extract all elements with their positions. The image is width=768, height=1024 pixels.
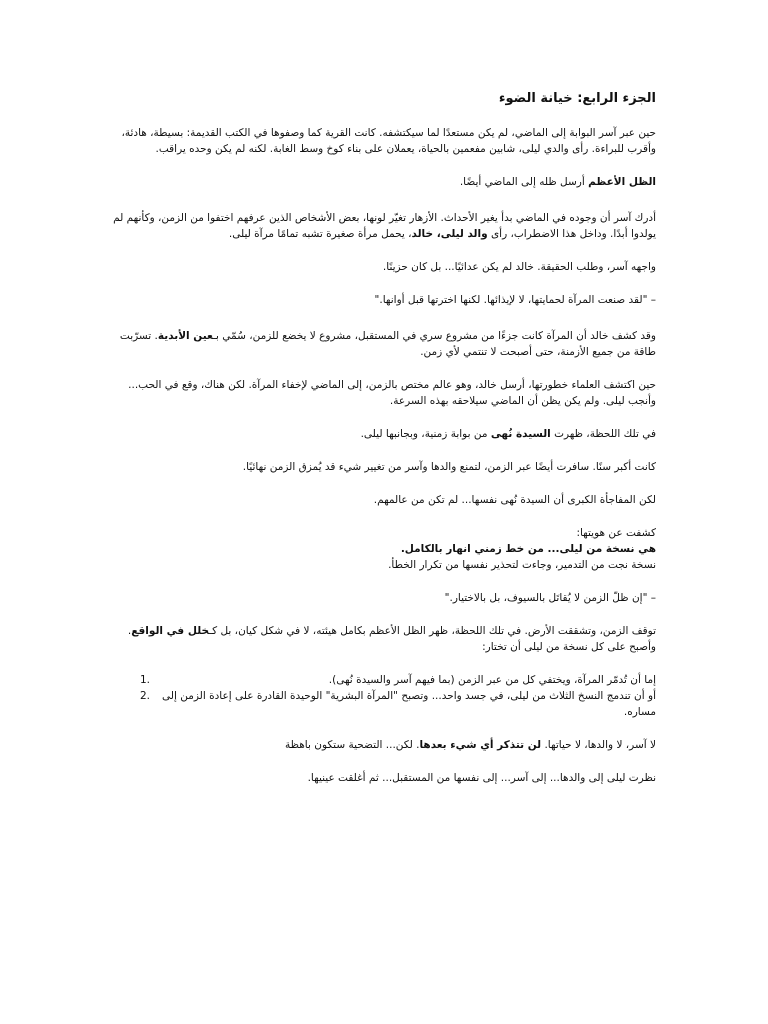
sacrifice-text-b: . لكن... التضحية ستكون باهظة bbox=[285, 739, 420, 751]
list-item bbox=[112, 672, 656, 688]
paragraph-time-stops bbox=[112, 623, 656, 655]
changes-text-b: ، يحمل مرأة صغيرة تشبه تمامًا مرآة ليلى. bbox=[228, 228, 412, 240]
identity-bold: هي نسخة من ليلى... من خط زمني انهار بالكامل. bbox=[400, 543, 656, 555]
time-stops-text-a: توقف الزمن، وتشققت الأرض. في تلك اللحظة، ظهر الظل الأعظم بكامل هيئته، لا في شكل كيان، بل كـ bbox=[209, 625, 656, 637]
paragraph-identity-line2 bbox=[112, 541, 656, 557]
list-item-text: أو أن تندمج النسخ الثلاث من ليلى، في جسد واحد... وتصبح "المرآة البشرية" الوحيدة القادرة على إعادة الزمن إلى مساره. bbox=[162, 690, 656, 718]
paragraph-intro: حين عبر آسر البوابة إلى الماضي، لم يكن مستعدًا لما سيكتشفه. كانت القرية كما وصفوها في الكتب القديمة: بسيطة، هادئة، وأقرب للبراءة. رأى والدي ليلى، شابين مفعمين بالحياة، يعملان على بناء كوخ وسط الغابة. لكنه لم يكن وحده يراقب. bbox=[121, 127, 656, 155]
paragraph-ending: نظرت ليلى إلى والدها... إلى آسر... إلى نفسها من المستقبل... ثم أغلقت عينيها. bbox=[307, 772, 656, 784]
paragraph-great-shadow bbox=[112, 174, 656, 190]
paragraph-sacrifice bbox=[112, 737, 656, 753]
list-item-text: إما أن تُدمّر المرآة، ويختفي كل من عبر الزمن (بما فيهم آسر والسيدة نُهى). bbox=[328, 674, 656, 686]
lady-nuha-text-a: في تلك اللحظة، ظهرت bbox=[550, 428, 656, 440]
sacrifice-bold: لن تتذكر أي شيء بعدها bbox=[419, 739, 542, 751]
paragraph-scientists: حين اكتشف العلماء خطورتها، أرسل خالد، وهو عالم مختص بالزمن، إلى الماضي لإخفاء المرآة. لكن هناك، وقع في الحب... وأنجب ليلى. ولم يكن يظن أن الماضي سيلاحقه بهذه السرعة. bbox=[128, 379, 656, 407]
paragraph-identity-line1: كشفت عن هويتها: bbox=[576, 527, 656, 539]
list-item bbox=[112, 688, 656, 720]
paragraph-secret-project bbox=[112, 328, 656, 360]
great-shadow-bold: الظل الأعظم bbox=[588, 176, 656, 188]
paragraph-confront: واجهه آسر، وطلب الحقيقة. خالد لم يكن عدائيًا... بل كان حزينًا. bbox=[382, 261, 656, 273]
lady-nuha-bold: السيدة نُهى bbox=[490, 428, 551, 440]
paragraph-lady-nuha bbox=[112, 426, 656, 442]
paragraph-quote-mirror: – "لقد صنعت المرآة لحمايتها، لا لإيذائها. لكنها اخترتها قبل أوانها." bbox=[374, 294, 656, 306]
document-body bbox=[112, 90, 656, 786]
eye-of-eternity-bold: عين الأبدية bbox=[157, 330, 213, 342]
paragraph-surprise: لكن المفاجأة الكبرى أن السيدة نُهى نفسها... لم تكن من عالمهم. bbox=[373, 494, 656, 506]
list-item-number: 1. bbox=[140, 674, 151, 686]
paragraph-older: كانت أكبر سنًا. سافرت أيضًا عبر الزمن، لتمنع والدها وآسر من تغيير شيء قد يُمزق الزمن نهائيًا. bbox=[242, 461, 656, 473]
great-shadow-rest: أرسل ظله إلى الماضي أيضًا. bbox=[459, 176, 589, 188]
secret-project-text-b: . تسرّبت طاقة من جميع الأزمنة، حتى أصبحت لا تنتمي لأي زمن. bbox=[119, 330, 656, 358]
reality-glitch-bold: خلل في الواقع bbox=[131, 625, 210, 637]
changes-bold: والد ليلى، خالد bbox=[411, 228, 488, 240]
secret-project-text-a: وقد كشف خالد أن المرآة كانت جزءًا من مشروع سري في المستقبل، مشروع لا يخضع للزمن، سُمّي بـ bbox=[212, 330, 656, 342]
paragraph-changes bbox=[112, 210, 656, 242]
sacrifice-text-a: لا آسر، لا والدها، لا حياتها. bbox=[541, 739, 656, 751]
paragraph-identity-line3: نسخة نجت من التدمير، وجاءت لتحذير نفسها من تكرار الخطأ. bbox=[388, 559, 656, 571]
list-item-number: 2. bbox=[140, 690, 151, 702]
changes-text-a: أدرك آسر أن وجوده في الماضي بدأ يغير الأحداث. الأزهار تغيّر لونها، بعض الأشخاص الذين عرفهم اختفوا من الزمن، وكأنهم لم يولدوا أبدًا. وداخل هذا الاضطراب، رأى bbox=[113, 212, 656, 240]
lady-nuha-text-b: من بوابة زمنية، وبجانبها ليلى. bbox=[360, 428, 491, 440]
time-stops-text-b: . وأصبح على كل نسخة من ليلى أن تختار: bbox=[127, 625, 656, 653]
chapter-title: الجزء الرابع: خيانة الضوء bbox=[498, 91, 656, 106]
paragraph-quote-choice: – "إن ظلّ الزمن لا يُقاتَل بالسيوف، بل بالاختيار." bbox=[444, 592, 656, 604]
choice-list bbox=[112, 672, 656, 720]
